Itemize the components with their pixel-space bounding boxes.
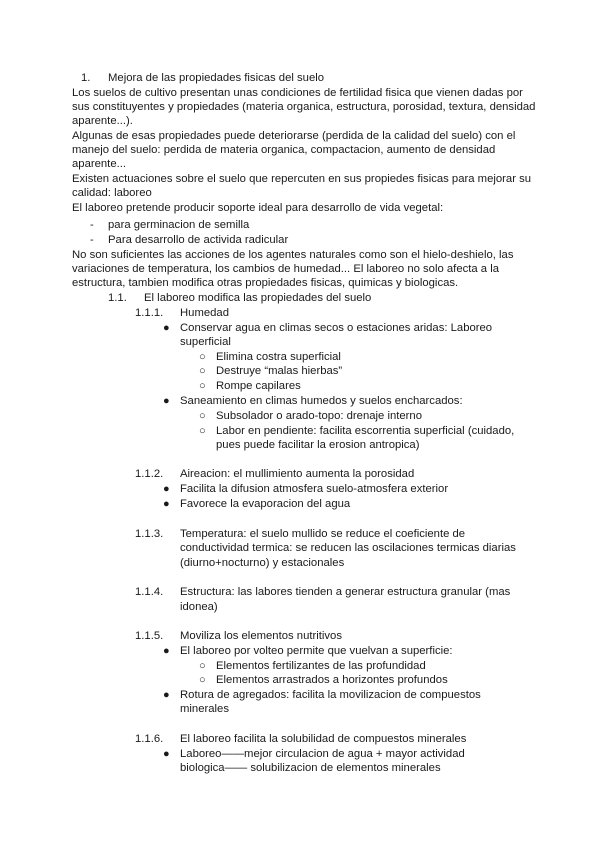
sub-bullet-text: Destruye “malas hierbas”: [216, 365, 343, 377]
paragraph-line: variaciones de temperatura, los cambios de humedad... El laboreo no solo afecta a la: [72, 263, 500, 275]
paragraph-line: No son suficientes las acciones de los agentes naturales como son el hielo-deshielo, las: [72, 249, 514, 261]
circle-marker: ○: [199, 425, 206, 437]
paragraph-line: aparente...).: [72, 115, 133, 127]
subsection-number: 1.1.2.: [135, 468, 164, 480]
subsection-number: 1.1.1.: [135, 307, 164, 319]
subsection-number: 1.1.5.: [135, 630, 164, 642]
sub-bullet-text: Labor en pendiente: facilita escorrentia superficial (cuidado,: [216, 425, 515, 437]
sub-bullet-text: Elimina costra superficial: [216, 351, 341, 363]
sub-bullet-text: Rompe capilares: [216, 380, 301, 392]
bullet-marker: ●: [163, 322, 170, 334]
bullet-text: Rotura de agregados: facilita la movilizacion de compuestos: [180, 689, 481, 701]
bullet-text: Conservar agua en climas secos o estaciones aridas: Laboreo: [180, 322, 493, 334]
subsection-title: Moviliza los elementos nutritivos: [180, 630, 342, 642]
bullet-marker: ●: [163, 689, 170, 701]
dash-item: Para desarrollo de activida radicular: [108, 234, 289, 246]
bullet-text: biologica—— solubilizacion de elementos minerales: [180, 762, 441, 774]
bullet-marker: ●: [163, 483, 170, 495]
subsection-number: 1.1.3.: [135, 528, 164, 540]
bullet-marker: ●: [163, 498, 170, 510]
bullet-text: El laboreo por volteo permite que vuelvan a superficie:: [180, 645, 453, 657]
circle-marker: ○: [199, 674, 206, 686]
bullet-text: minerales: [180, 703, 229, 715]
section-title: El laboreo modifica las propiedades del suelo: [144, 292, 372, 304]
bullet-text: Saneamiento en climas humedos y suelos encharcados:: [180, 395, 463, 407]
paragraph-line: aparente...: [72, 158, 127, 170]
circle-marker: ○: [199, 660, 206, 672]
bullet-marker: ●: [163, 395, 170, 407]
bullet-text: Facilita la difusion atmosfera suelo-atmosfera exterior: [180, 483, 449, 495]
section-number: 1.1.: [108, 292, 127, 304]
paragraph-line: sus constituyentes y propiedades (materia organica, estructura, porosidad, textura, densidad: [72, 101, 536, 113]
dash-marker: -: [90, 219, 94, 231]
paragraph-line: calidad: laboreo: [72, 187, 152, 199]
heading-title: Mejora de las propiedades fisicas del suelo: [108, 72, 325, 84]
bullet-text: superficial: [180, 336, 231, 348]
subsection-number: 1.1.6.: [135, 733, 164, 745]
dash-marker: -: [90, 234, 94, 246]
subsection-text: idonea): [180, 601, 218, 613]
circle-marker: ○: [199, 380, 206, 392]
subsection-text: conductividad termica: se reducen las oscilaciones termicas diarias: [180, 542, 516, 554]
subsection-text: (diurno+nocturno) y estacionales: [180, 557, 345, 569]
heading-number: 1.: [81, 72, 91, 84]
bullet-marker: ●: [163, 748, 170, 760]
subsection-title: Aireacion: el mullimiento aumenta la porosidad: [180, 468, 415, 480]
subsection-text: Temperatura: el suelo mullido se reduce el coeficiente de: [180, 528, 466, 540]
bullet-marker: ●: [163, 645, 170, 657]
paragraph-line: manejo del suelo: perdida de materia organica, compactacion, aumento de densidad: [72, 144, 496, 156]
paragraph-line: Los suelos de cultivo presentan unas condiciones de fertilidad fisica que vienen dadas por: [72, 87, 523, 99]
paragraph-line: Algunas de esas propiedades puede deteriorarse (perdida de la calidad del suelo) con el: [72, 130, 516, 142]
paragraph-line: Existen actuaciones sobre el suelo que repercuten en sus propiedes fisicas para mejorar su: [72, 173, 532, 185]
bullet-text: Laboreo——mejor circulacion de agua + mayor actividad: [180, 748, 465, 760]
sub-bullet-text: Subsolador o arado-topo: drenaje interno: [216, 410, 422, 422]
subsection-number: 1.1.4.: [135, 586, 164, 598]
paragraph-line: El laboreo pretende producir soporte ideal para desarrollo de vida vegetal:: [72, 202, 444, 214]
sub-bullet-text: pues puede facilitar la erosion antropica): [216, 439, 420, 451]
sub-bullet-text: Elementos arrastrados a horizontes profundos: [216, 674, 448, 686]
paragraph-line: estructura, tambien modifica otras propiedades fisicas, quimicas y biologicas.: [72, 277, 459, 289]
sub-bullet-text: Elementos fertilizantes de las profundidad: [216, 660, 426, 672]
subsection-title: El laboreo facilita la solubilidad de compuestos minerales: [180, 733, 467, 745]
circle-marker: ○: [199, 410, 206, 422]
subsection-title: Humedad: [180, 307, 229, 319]
dash-item: para germinacion de semilla: [108, 219, 250, 231]
subsection-text: Estructura: las labores tienden a generar estructura granular (mas: [180, 586, 511, 598]
bullet-text: Favorece la evaporacion del agua: [180, 498, 351, 510]
circle-marker: ○: [199, 351, 206, 363]
circle-marker: ○: [199, 365, 206, 377]
